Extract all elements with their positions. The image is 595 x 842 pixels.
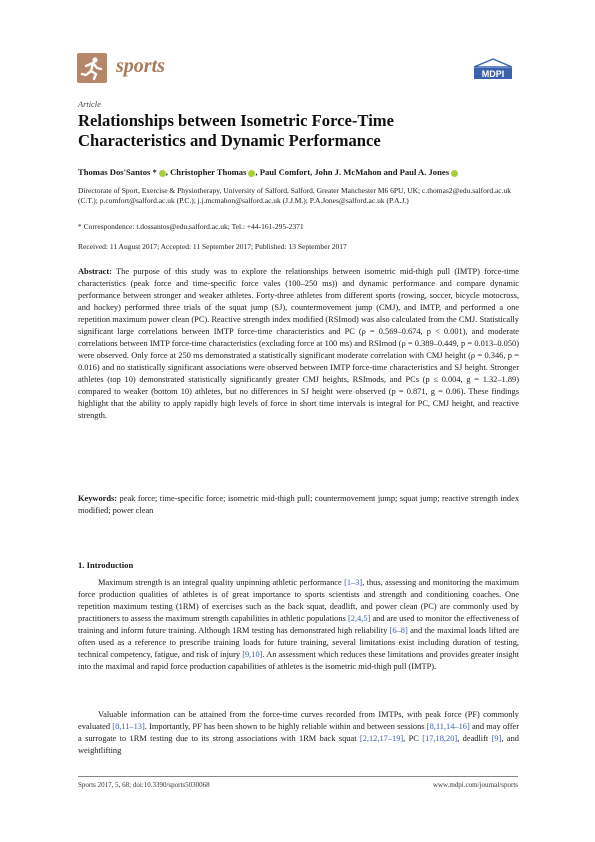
citation-link[interactable]: [9] (491, 734, 502, 743)
journal-name: sports (116, 55, 165, 77)
citation-link[interactable]: [9,10] (242, 650, 263, 659)
orcid-icon[interactable] (159, 170, 166, 177)
paragraph-text: and are used to monitor the effectiveness of training and inform future training. Although 1RM testing has demonstrated high reliability (78, 614, 520, 635)
runner-icon (77, 53, 107, 83)
citation-link[interactable]: [8,11,14–16] (426, 722, 470, 731)
paragraph-text: and the maximal loads lifted are often used as a reference to prescribe training loads for future training, several limitations exist including duration of testing, technical competency, fatigue, and risk of injury (78, 626, 519, 659)
citation-link[interactable]: [8,11–13] (112, 722, 145, 731)
citation-link[interactable]: [2,4,5] (347, 614, 371, 623)
publisher-logo (470, 57, 516, 81)
author-1[interactable]: Thomas Dos'Santos * (78, 167, 157, 177)
footer-citation: Sports 2017, 5, 68; doi:10.3390/sports5030068 (78, 781, 210, 789)
abstract (78, 266, 519, 422)
article-title: Relationships between Isometric Force-Time Characteristics and Dynamic Performance (78, 111, 394, 150)
author-2[interactable]: Christopher Thomas (170, 167, 247, 177)
citation-link[interactable]: [17,18,20] (422, 734, 458, 743)
paragraph-text: Maximum strength is an integral quality unpinning athletic performance (98, 578, 345, 587)
article-type: Article (78, 100, 101, 109)
orcid-icon[interactable] (248, 170, 255, 177)
citation-link[interactable]: [2,12,17–19] (359, 734, 404, 743)
paragraph-text: , thus, assessing and monitoring the maximum force production qualities of athletes is of great importance to sports scientists and strength and conditioning coaches. One repetition maximum testing (1RM) of exercises such as the back squat, deadlift, and power clean (PC) are commonly used by practitioners to assess the maximum strength capabilities in athletic populations (78, 578, 519, 623)
section-heading: 1. Introduction (78, 560, 134, 570)
correspondence: * Correspondence: t.dossantos@edu.salford.ac.uk; Tel.: +44-161-295-2371 (78, 222, 304, 231)
footer-journal-url[interactable]: www.mdpi.com/journal/sports (432, 781, 518, 789)
author-line: Thomas Dos'Santos * , Christopher Thomas , Paul Comfort, John J. McMahon and Paul A. Jones (78, 167, 528, 177)
paragraph-text: , deadlift (457, 734, 492, 743)
abstract-label: Abstract: (78, 267, 112, 276)
keywords-label: Keywords: (78, 494, 118, 503)
author-5[interactable]: Paul A. Jones (399, 167, 450, 177)
author-3[interactable]: Paul Comfort (259, 167, 311, 177)
affiliation: Directorate of Sport, Exercise & Physiotherapy, University of Salford, Salford, Greater Manchester M6 6PU, UK; c.thomas2@edu.salford.ac.uk (C.T.); p.comfort@salford.ac.uk (P.C.); j.j.mcmahon@salford.ac.uk (J.J.M.); P.A.Jones@salford.ac.uk (P.A.J.) (78, 186, 511, 206)
paragraph-text: Valuable information can be attained from the force-time curves recorded from IMTPs, with peak force (PF) commonly evaluated (78, 710, 519, 731)
keywords-text: peak force; time-specific force; isometric mid-thigh pull; countermovement jump; squat jump; reactive strength index modified; power clean (78, 494, 520, 515)
paragraph-text: , and weightlifting (78, 734, 519, 755)
intro-paragraph-1 (78, 577, 519, 673)
paragraph-text: . An assessment which reduces these limitations and provides greater insight into the maximal and rapid force production capabilities of athletes is the isometric mid-thigh pull (IMTP). (78, 650, 519, 671)
citation-link[interactable]: [1–3] (344, 578, 363, 587)
journal-logo (77, 53, 107, 83)
abstract-text: The purpose of this study was to explore the relationships between isometric mid-thigh pull (IMTP) force-time characteristics (peak force and time-specific force vales (100–250 ms)) and dynamic performance and compare dynamic performance between stronger and weaker athletes. Forty-three athletes from different sports (rowing, soccer, bicycle motocross, and hockey) performed three trials of the squat jump (SJ), countermovement jump (CMJ), and IMTP, and performed a one repetition maximum power clean (PC). Reactive strength index modified (RSImod) was also calculated from the CMJ. Statistically significant large correlations between IMTP force-time characteristics and PC (ρ = 0.569–0.674, p < 0.001), and moderate correlations between IMTP force-time characteristics (excluding force at 100 ms) and RSImod (ρ = 0.389–0.449, p = 0.013–0.050) were observed. Only force at 250 ms demonstrated a statistically significant moderate correlation with CMJ height (ρ = 0.346, p = 0.016) and no statistically significant associations were observed between IMTP force-time characteristics and SJ height. Stronger athletes (top 10) demonstrated statistically significantly greater CMJ heights, RSImods, and PCs (p ≤ 0.004, g = 1.32–1.89) compared to weaker (bottom 10) athletes, but no differences in SJ height were observed (p = 0.871, g = 0.06). These findings highlight that the ability to apply rapidly high levels of force in short time intervals is integral for PC, CMJ height, and reactive strength. (78, 267, 519, 420)
intro-paragraph-2 (78, 709, 519, 757)
publication-dates: Received: 11 August 2017; Accepted: 11 September 2017; Published: 13 September 2017 (78, 242, 347, 251)
publisher-name: MDPI (481, 69, 505, 79)
footer-divider (78, 776, 518, 777)
orcid-icon[interactable] (451, 170, 458, 177)
author-4[interactable]: John J. McMahon (314, 167, 382, 177)
keywords (78, 493, 519, 517)
paragraph-text: . Importantly, PF has been shown to be highly reliable within and between sessions (144, 722, 427, 731)
paragraph-text: , PC (403, 734, 423, 743)
paragraph-text: and may offer a surrogate to 1RM testing due to its strong associations with 1RM back squat (78, 722, 519, 743)
citation-link[interactable]: [6–8] (389, 626, 408, 635)
